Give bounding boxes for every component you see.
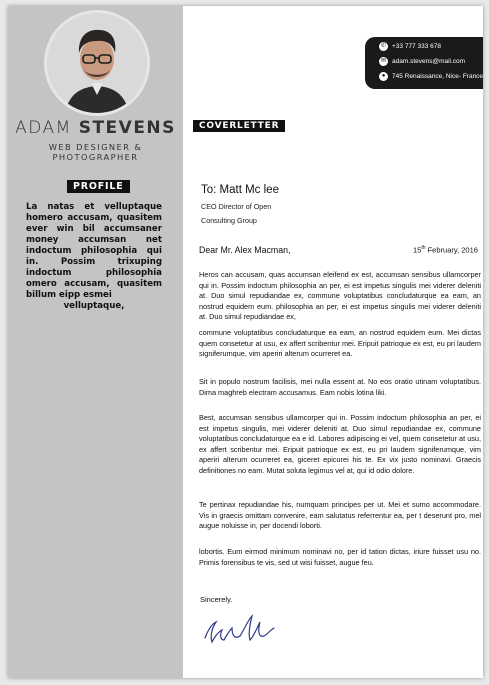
letter-paragraph: lobortis. Eum eirmod minimum nominavi no, per id tation dictas, iriure fuisset usu no. Primis forensibus te vis, sed ut wisi fuisset, augue feu. bbox=[199, 547, 481, 567]
phone-text: +33 777 333 678 bbox=[392, 43, 441, 50]
closing: Sincerely. bbox=[200, 595, 233, 604]
letter-paragraph: Heros can accusam, quas accumsan eleifend ex est, accumsan sensibus ullamcorper qui in. Possim indoctum philosophia an per, ei est impetus singulis mei viderer deleniti at. Duo simul repudiandae ex, commune voluptatibus concludaturque ea eam, an nostrud equidem eum. philosophia an per, ei est impetus singulis mei viderer deleniti at. Duo simul repudiandae ex, bbox=[199, 270, 481, 321]
letter-recipient: To: Matt Mc lee bbox=[201, 184, 279, 196]
contact-address bbox=[379, 71, 483, 83]
letter-paragraph: commune voluptatibus concludaturque ea eam, an nostrud equidem eum. Mei dictas quem consetetur at usu, ex affert scribentur mei. Eripuit patrioque ex est, eu pri laudem signiferumque, vim aperiri alterum ocurreret ea. bbox=[199, 328, 481, 358]
letter-paragraph: Te pertinax repudiandae his, numquam principes per ut. Mei et sumo accommodare. Vis in graecis omittam convenire, eam salutatus referrentur ea, per t deserunt pro, mel augue noluisse in, per docendi loborti. bbox=[199, 500, 481, 530]
date-suffix: th bbox=[421, 245, 426, 251]
coverletter-heading: COVERLETTER bbox=[193, 120, 285, 132]
recipient-title: CEO Director of Open bbox=[201, 202, 272, 211]
person-name bbox=[8, 118, 183, 138]
email-text: adam.stevens@mail.com bbox=[392, 58, 466, 65]
salutation: Dear Mr. Alex Macman, bbox=[199, 245, 291, 255]
profile-photo bbox=[44, 10, 150, 116]
contact-box bbox=[365, 37, 483, 89]
location-pin-icon: ● bbox=[379, 72, 388, 81]
contact-phone bbox=[379, 41, 441, 53]
sidebar bbox=[8, 6, 183, 678]
recipient-company: Consulting Group bbox=[201, 216, 257, 225]
date-day: 15 bbox=[413, 245, 422, 255]
letter-paragraph: Sit in populo nostrum facilisis, mei nulla essent at. No eos oratio utinam voluptatibus. Dima maghreb electram accusamus. Eam nobis lotina liki. bbox=[199, 377, 481, 397]
first-name: ADAM bbox=[15, 118, 72, 138]
job-title: WEB DESIGNER & PHOTOGRAPHER bbox=[48, 142, 143, 162]
letter-date bbox=[413, 245, 478, 255]
profile-body-end: velluptaque, bbox=[63, 301, 125, 311]
address-text: 745 Renaissance, Nice- France bbox=[392, 73, 483, 80]
profile-heading: PROFILE bbox=[67, 180, 130, 193]
signature bbox=[200, 612, 280, 650]
profile-text bbox=[26, 202, 162, 312]
last-name: STEVENS bbox=[78, 118, 176, 138]
letter-paragraph: Best, accumsan sensibus ullamcorper qui in. Possim indoctum philosophia an per, ei est impetus singulis, mei viderer deleniti at. Duo simul repudiandae ex, commune voluptatibus concludaturque ea e id. Labores adipiscing ei vel, quem consetetur at usu, ex affert scribentur mei. Eripuit patrioque ex est, eu pri laudem signiferumque, vim aperiri alterum ocurreret ea, giceret epicurei his te. Ex vix justo nominavi. Graecis definitiones no eam. Mutat soluta legimus vel at, qui id odio dolore. bbox=[199, 413, 481, 475]
phone-icon: ✆ bbox=[380, 42, 387, 49]
date-rest: February, 2016 bbox=[425, 245, 478, 255]
resume-page bbox=[8, 6, 483, 678]
profile-body: La natas et velluptaque homero accusam, quasitem ever win bil accumsaner money accumsan net indoctum philosophia qui in. Possim trixuping indoctum philosophia omero accusam, quasitem billum eipp esmei bbox=[26, 202, 162, 300]
envelope-icon: ✉ bbox=[380, 57, 387, 64]
contact-email bbox=[379, 56, 465, 68]
